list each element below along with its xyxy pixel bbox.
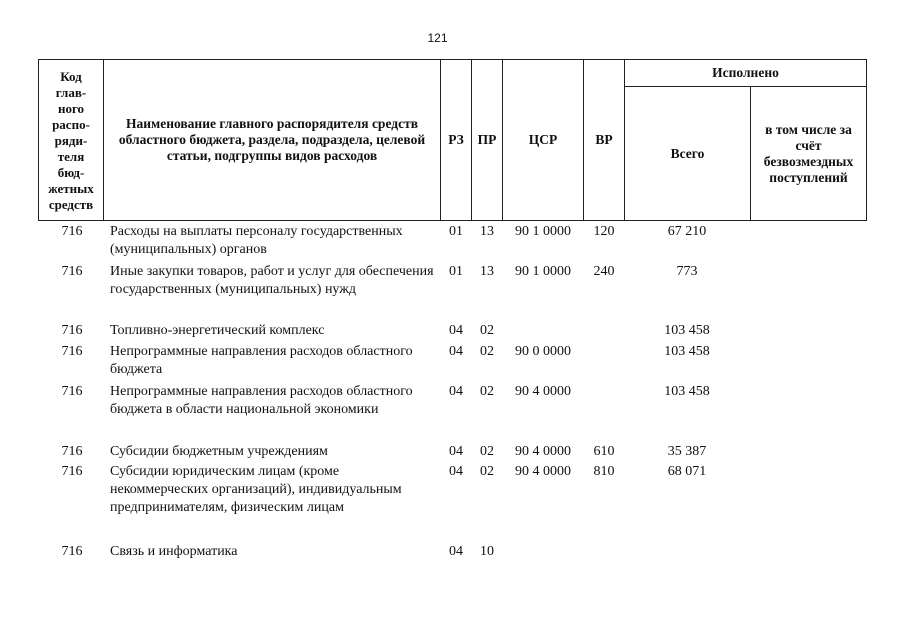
cell-csr: 90 0 0000 (515, 344, 571, 359)
cell-vr: 240 (593, 264, 615, 279)
cell-vr: 610 (593, 444, 615, 459)
cell-name: Субсидии бюджетным учреждениям (110, 444, 328, 459)
cell-rz: 04 (449, 544, 463, 559)
cell-name: Топливно-энергетический комплекс (110, 323, 325, 338)
cell-rz: 04 (449, 444, 463, 459)
cell-pr: 02 (480, 344, 494, 359)
cell-code: 716 (61, 224, 83, 239)
cell-csr: 90 4 0000 (515, 444, 571, 459)
cell-total: 103 458 (664, 384, 710, 399)
cell-total: 103 458 (664, 323, 710, 338)
cell-rz: 04 (449, 464, 463, 479)
cell-csr: 90 1 0000 (515, 264, 571, 279)
cell-code: 716 (61, 264, 83, 279)
cell-total: 68 071 (667, 464, 707, 479)
header-total: Всего (624, 86, 751, 221)
cell-total: 35 387 (667, 444, 707, 459)
cell-code: 716 (61, 323, 83, 338)
cell-pr: 10 (480, 544, 494, 559)
cell-name: Субсидии юридическим лицам (кроме некоммерческих организаций), индивидуальным предпринимателям, физическим лицам (110, 464, 402, 515)
cell-code: 716 (61, 384, 83, 399)
cell-pr: 02 (480, 464, 494, 479)
cell-pr: 02 (480, 444, 494, 459)
cell-vr: 120 (593, 224, 615, 239)
header-vr: ВР (583, 59, 625, 221)
cell-total: 773 (676, 264, 698, 279)
cell-rz: 04 (449, 323, 463, 338)
cell-code: 716 (61, 344, 83, 359)
cell-name: Непрограммные направления расходов областного бюджета в области национальной экономики (110, 384, 413, 417)
cell-csr: 90 4 0000 (515, 464, 571, 479)
cell-code: 716 (61, 544, 83, 559)
cell-rz: 01 (449, 224, 463, 239)
cell-csr: 90 4 0000 (515, 384, 571, 399)
cell-pr: 02 (480, 323, 494, 338)
cell-pr: 13 (480, 264, 494, 279)
cell-csr: 90 1 0000 (515, 224, 571, 239)
header-code (38, 59, 104, 221)
cell-code: 716 (61, 464, 83, 479)
cell-rz: 04 (449, 384, 463, 399)
header-free-receipts: в том числе за счёт безвозмездных поступлений (750, 86, 867, 221)
header-rz: РЗ (440, 59, 472, 221)
header-executed: Исполнено (624, 59, 867, 87)
cell-total: 67 210 (667, 224, 707, 239)
header-csr: ЦСР (502, 59, 584, 221)
page-number: 121 (427, 31, 448, 45)
cell-name: Иные закупки товаров, работ и услуг для обеспечения государственных (муниципальных) нужд (110, 264, 434, 297)
cell-pr: 13 (480, 224, 494, 239)
header-code-text: Код глав- ного распо- ряди- теля бюд- жетных средств (48, 69, 94, 212)
cell-code: 716 (61, 444, 83, 459)
cell-rz: 01 (449, 264, 463, 279)
cell-total: 103 458 (664, 344, 710, 359)
cell-name: Расходы на выплаты персоналу государственных (муниципальных) органов (110, 224, 403, 257)
header-name: Наименование главного распорядителя средств областного бюджета, раздела, подраздела, целевой статьи, подгруппы видов расходов (103, 59, 441, 221)
cell-name: Связь и информатика (110, 544, 238, 559)
cell-pr: 02 (480, 384, 494, 399)
cell-name: Непрограммные направления расходов областного бюджета (110, 344, 413, 377)
cell-rz: 04 (449, 344, 463, 359)
cell-vr: 810 (593, 464, 615, 479)
header-pr: ПР (471, 59, 503, 221)
